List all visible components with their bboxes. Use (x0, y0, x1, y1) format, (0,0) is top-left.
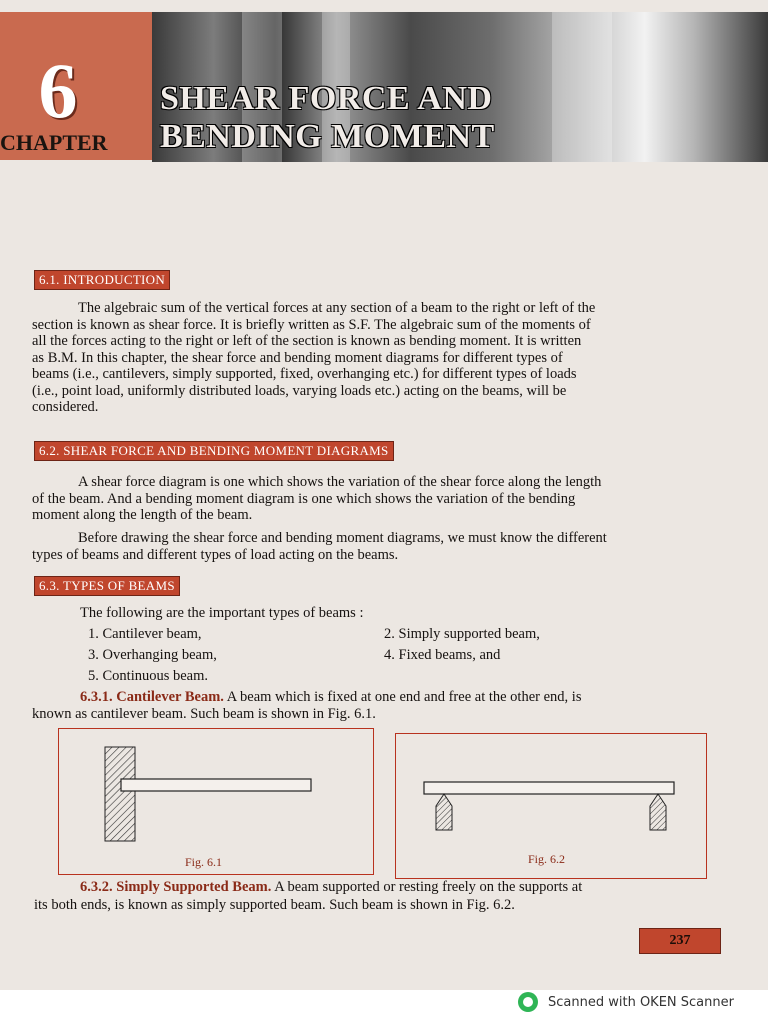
simple-paragraph-line1 (80, 879, 582, 896)
beam-type-item: 4. Fixed beams, and (384, 647, 501, 663)
beam-type-item: 3. Overhanging beam, (88, 647, 217, 663)
intro-line: section is known as shear force. It is briefly written as S.F. The algebraic sum of the moments of (32, 316, 591, 333)
simply-supported-beam (424, 782, 674, 794)
diagrams-line: moment along the length of the beam. (32, 507, 253, 523)
types-lead: The following are the important types of beams : (80, 605, 364, 621)
chapter-word: CHAPTER (0, 130, 108, 155)
diagrams-paragraph-1 (32, 474, 718, 524)
cantilever-beam-diagram (59, 729, 373, 874)
scanner-logo-icon (518, 992, 538, 1012)
cantilever-paragraph-line1 (80, 689, 581, 706)
beam-type-item: 2. Simply supported beam, (384, 626, 540, 642)
figure-6-1-caption: Fig. 6.1 (185, 855, 223, 869)
scanner-text: Scanned with OKEN Scanner (548, 994, 734, 1010)
simple-text: A beam supported or resting freely on the supports at (274, 879, 583, 895)
intro-line: as B.M. In this chapter, the shear force and bending moment diagrams for different types of (32, 349, 563, 366)
diagrams-line: types of beams and different types of load acting on the beams. (32, 546, 399, 563)
chapter-title-line2: BENDING MOMENT (160, 118, 495, 155)
cantilever-subheading: 6.3.1. Cantilever Beam. (80, 689, 224, 705)
fixed-wall-support (105, 747, 135, 841)
scanner-watermark (518, 990, 768, 1014)
diagrams-line: of the beam. And a bending moment diagram is one which shows the variation of the bending (32, 490, 576, 507)
section-heading-introduction: 6.1. INTRODUCTION (34, 270, 170, 290)
intro-line: beams (i.e., cantilevers, simply supported, fixed, overhanging etc.) for different types of loads (32, 366, 577, 382)
simple-subheading: 6.3.2. Simply Supported Beam. (80, 879, 272, 895)
intro-paragraph (32, 300, 718, 416)
chapter-title-line1: SHEAR FORCE AND (160, 80, 493, 117)
figure-6-2-caption: Fig. 6.2 (528, 852, 566, 866)
beam-type-item: 1. Cantilever beam, (88, 626, 202, 642)
intro-line: all the forces acting to the right or left of the section is known as bending moment. It is written (32, 333, 582, 349)
page-number: 237 (639, 928, 721, 954)
cantilever-paragraph-line2: known as cantilever beam. Such beam is shown in Fig. 6.1. (32, 706, 376, 722)
intro-line: The algebraic sum of the vertical forces at any section of a beam to the right or left of the (78, 300, 596, 316)
simple-paragraph-line2: its both ends, is known as simply supported beam. Such beam is shown in Fig. 6.2. (34, 897, 515, 913)
right-support (650, 794, 666, 830)
section-heading-types: 6.3. TYPES OF BEAMS (34, 576, 180, 596)
cantilever-beam (121, 779, 311, 791)
intro-line: (i.e., point load, uniformly distributed loads, varying loads etc.) acting on the beams, will be (32, 382, 567, 399)
chapter-number: 6 (38, 47, 78, 134)
intro-line: considered. (32, 399, 99, 415)
diagrams-line: Before drawing the shear force and bending moment diagrams, we must know the different (78, 530, 607, 546)
cantilever-text: A beam which is fixed at one end and free at the other end, is (226, 689, 582, 705)
beam-type-item: 5. Continuous beam. (88, 668, 209, 684)
chapter-title (160, 80, 760, 156)
section-heading-diagrams: 6.2. SHEAR FORCE AND BENDING MOMENT DIAGRAMS (34, 441, 394, 461)
left-support (436, 794, 452, 830)
diagrams-line: A shear force diagram is one which shows the variation of the shear force along the length (78, 474, 602, 490)
figure-6-1 (58, 728, 374, 875)
diagrams-paragraph-2 (32, 530, 718, 563)
figure-6-2 (395, 733, 707, 879)
